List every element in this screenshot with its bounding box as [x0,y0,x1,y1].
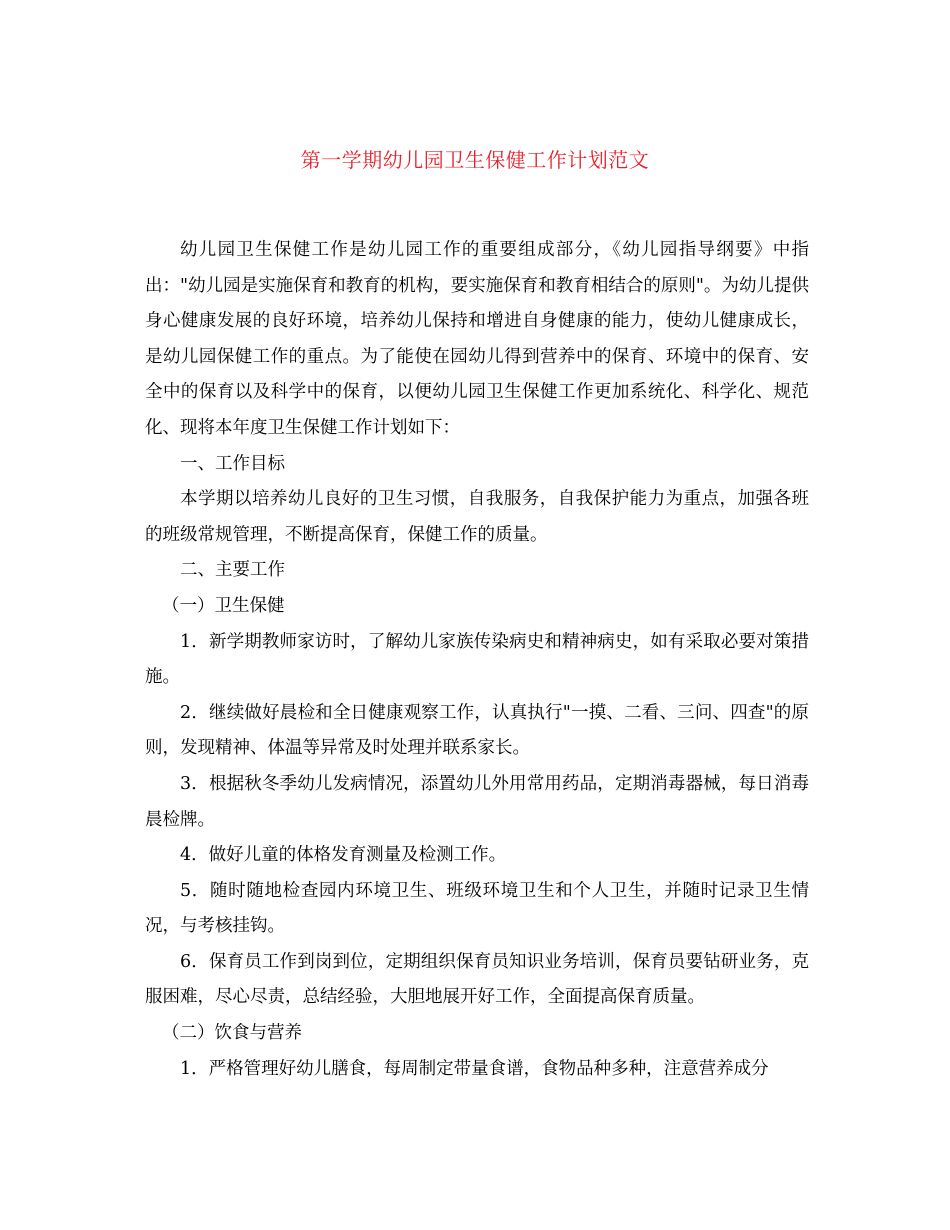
subsection-heading-diet-nutrition: （二）饮食与营养 [162,1023,302,1044]
intro-paragraph: 幼儿园卫生保健工作是幼儿园工作的重要组成部分，《幼儿园指导纲要》中指出："幼儿园是实施保育和教育的机构，要实施保育和教育相结合的原则"。为幼儿提供身心健康发展的良好环境，培养幼儿保持和增进自身健康的能力，使幼儿健康成长，是幼儿园保健工作的重点。为了能使在园幼儿得到营养中的保育、环境中的保育、安全中的保育以及科学中的保育，以便幼儿园卫生保健工作更加系统化、科学化、规范化、现将本年度卫生保健工作计划如下： [145,240,809,438]
document-body [145,233,809,1087]
list-item: 5．随时随地检查园内环境卫生、班级环境卫生和个人卫生，并随时记录卫生情况，与考核挂钩。 [145,880,809,937]
document-title: 第一学期幼儿园卫生保健工作计划范文 [300,148,650,172]
section-heading-goals: 一、工作目标 [180,453,285,474]
section-heading-main-work: 二、主要工作 [180,560,285,581]
list-item: 2．继续做好晨检和全日健康观察工作，认真执行"一摸、二看、三问、四查"的原则，发现精神、体温等异常及时处理并联系家长。 [145,702,809,759]
goals-paragraph: 本学期以培养幼儿良好的卫生习惯，自我服务，自我保护能力为重点，加强各班的班级常规管理，不断提高保育，保健工作的质量。 [145,489,809,545]
list-item: 3．根据秋冬季幼儿发病情况，添置幼儿外用常用药品，定期消毒器械，每日消毒晨检牌。 [145,773,809,830]
list-item: 6．保育员工作到岗到位，定期组织保育员知识业务培训，保育员要钻研业务，克服困难，尽心尽责，总结经验，大胆地展开好工作，全面提高保育质量。 [145,951,809,1008]
list-item: 1．严格管理好幼儿膳食，每周制定带量食谱，食物品种多种，注意营养成分 [180,1058,769,1079]
subsection-heading-health-care: （一）卫生保健 [162,595,285,616]
list-item: 4．做好儿童的体格发育测量及检测工作。 [180,845,507,866]
list-item: 1．新学期教师家访时，了解幼儿家族传染病史和精神病史，如有采取必要对策措施。 [145,631,809,688]
